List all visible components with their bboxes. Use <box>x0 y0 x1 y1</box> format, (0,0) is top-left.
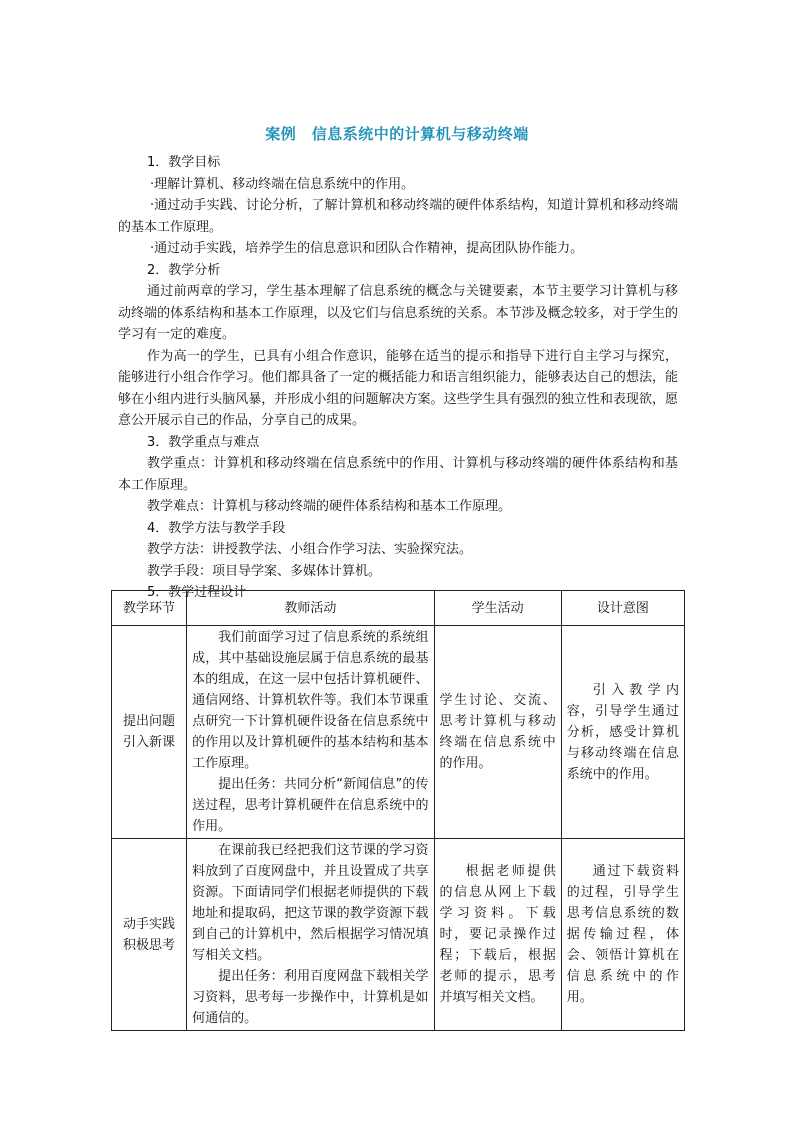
section-heading-methods: 4．教学方法与教学手段 <box>147 520 286 536</box>
objective-item: ·通过动手实践、讨论分析，了解计算机和移动终端的硬件体系结构，知道计算机和移动终端的基本工作原理。 <box>118 198 678 235</box>
header-teacher: 教师活动 <box>187 591 434 626</box>
design-intent-text: 通过下载资料的过程，引导学生思考信息系统的数据传输过程，体会、领悟计算机在信息系统中的作用。 <box>566 864 679 1005</box>
table-row <box>112 839 685 1031</box>
document-body <box>118 152 678 604</box>
objective-item: ·理解计算机、移动终端在信息系统中的作用。 <box>150 176 415 192</box>
header-intent: 设计意图 <box>561 591 684 626</box>
teacher-activity-cell <box>187 626 434 839</box>
teaching-process-table <box>111 590 685 1031</box>
student-activity-text: 根据老师提供的信息从网上下载学习资料。下载时，要记录操作过程；下载后，根据老师的提示，思考并填写相关文档。 <box>439 864 556 1005</box>
design-intent-cell <box>561 839 684 1031</box>
header-student: 学生活动 <box>434 591 561 626</box>
teacher-activity-cell <box>187 839 434 1031</box>
student-activity-text: 学生讨论、交流、思考计算机与移动终端在信息系统中的作用。 <box>439 693 556 771</box>
teacher-activity-text: 在课前我已经把我们这节课的学习资料放到了百度网盘中，并且设置成了共享资源。下面请同学们根据老师提供的下载地址和提取码，把这节课的教学资源下载到自己的计算机中，然后根据学习情况填写相关文档。 <box>192 843 429 963</box>
methods-paragraph: 教学方法：讲授教学法、小组合作学习法、实验探究法。 <box>147 542 473 557</box>
section-heading-analysis: 2．教学分析 <box>147 262 221 278</box>
design-intent-cell <box>561 626 684 839</box>
analysis-paragraph: 作为高一的学生，已具有小组合作意识，能够在适当的提示和指导下进行自主学习与探究，能够进行小组合作学习。他们都具备了一定的概括能力和语言组织能力，能够表达自己的想法，能够在小组内进行头脑风暴，并形成小组的问题解决方案。这些学生具有强烈的独立性和表现欲，愿意公开展示自己的作品，分享自己的成果。 <box>118 348 678 428</box>
objective-item: ·通过动手实践，培养学生的信息意识和团队合作精神，提高团队协作能力。 <box>150 241 584 256</box>
table-header-row <box>112 591 685 626</box>
table-row <box>112 626 685 839</box>
teacher-task-text: 提出任务：利用百度网盘下载相关学习资料，思考每一步操作中，计算机是如何通信的。 <box>192 969 429 1026</box>
section-heading-key-points: 3．教学重点与难点 <box>147 434 260 450</box>
teacher-activity-text: 我们前面学习过了信息系统的系统组成，其中基础设施层属于信息系统的最基本的组成，在这一层中包括计算机硬件、通信网络、计算机软件等。我们本节课重点研究一下计算机硬件设备在信息系统中的作用以及计算机硬件的基本结构和基本工作原理。 <box>192 630 429 771</box>
means-paragraph: 教学手段：项目导学案、多媒体计算机。 <box>147 563 382 579</box>
document-title: 案例 信息系统中的计算机与移动终端 <box>265 125 529 143</box>
section-heading-process: 5．教学过程设计 <box>147 585 247 600</box>
key-point-paragraph: 教学重点：计算机和移动终端在信息系统中的作用、计算机与移动终端的硬件体系结构和基本工作原理。 <box>118 456 678 493</box>
stage-cell: 提出问题引入新课 <box>112 626 187 839</box>
stage-cell: 动手实践积极思考 <box>112 839 187 1031</box>
design-intent-text: 引入教学内容，引导学生通过分析，感受计算机与移动终端在信息系统中的作用。 <box>566 682 679 782</box>
section-heading-objectives: 1．教学目标 <box>147 155 221 170</box>
difficulty-paragraph: 教学难点：计算机与移动终端的硬件体系结构和基本工作原理。 <box>147 499 512 514</box>
header-stage: 教学环节 <box>112 591 187 626</box>
teacher-task-text: 提出任务：共同分析“新闻信息”的传送过程，思考计算机硬件在信息系统中的作用。 <box>192 777 429 834</box>
student-activity-cell <box>434 626 561 839</box>
student-activity-cell <box>434 839 561 1031</box>
analysis-paragraph: 通过前两章的学习，学生基本理解了信息系统的概念与关键要素，本节主要学习计算机与移动终端的体系结构和基本工作原理，以及它们与信息系统的关系。本节涉及概念较多，对于学生的学习有一定的难度。 <box>118 284 678 342</box>
